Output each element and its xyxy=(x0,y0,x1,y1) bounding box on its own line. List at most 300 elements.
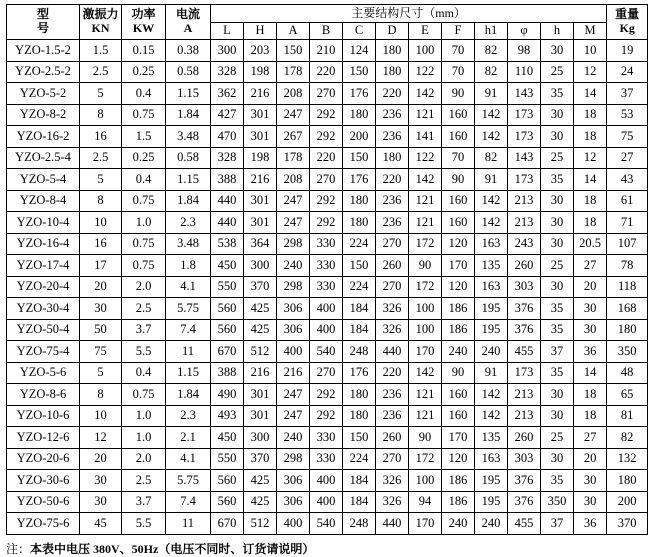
cell-dim-A: 298 xyxy=(277,233,310,255)
cell-power: 0.75 xyxy=(122,255,166,277)
cell-dim-phi: 213 xyxy=(508,384,541,406)
cell-dim-M: 14 xyxy=(574,83,607,105)
cell-dim-L: 388 xyxy=(211,362,244,384)
table-row xyxy=(7,212,648,234)
cell-dim-E: 121 xyxy=(409,104,442,126)
cell-dim-F: 120 xyxy=(442,448,475,470)
cell-dim-F: 186 xyxy=(442,298,475,320)
cell-dim-B: 400 xyxy=(310,470,343,492)
cell-weight: 37 xyxy=(607,83,648,105)
cell-dim-h1: 142 xyxy=(475,126,508,148)
cell-dim-E: 100 xyxy=(409,298,442,320)
cell-dim-C: 180 xyxy=(343,384,376,406)
cell-current: 3.48 xyxy=(166,233,211,255)
cell-dim-H: 425 xyxy=(244,491,277,513)
cell-dim-M: 10 xyxy=(574,40,607,62)
cell-dim-h: 30 xyxy=(541,384,574,406)
cell-dim-B: 540 xyxy=(310,341,343,363)
cell-dim-M: 30 xyxy=(574,298,607,320)
cell-dim-A: 400 xyxy=(277,341,310,363)
header-current: 电流 A xyxy=(166,5,211,40)
cell-current: 5.75 xyxy=(166,298,211,320)
cell-dim-B: 400 xyxy=(310,491,343,513)
cell-dim-E: 100 xyxy=(409,319,442,341)
cell-model: YZO-5-4 xyxy=(7,169,80,191)
cell-dim-M: 12 xyxy=(574,147,607,169)
cell-current: 2.3 xyxy=(166,212,211,234)
cell-model: YZO-8-2 xyxy=(7,104,80,126)
table-row xyxy=(7,298,648,320)
cell-dim-D: 220 xyxy=(376,169,409,191)
cell-dim-B: 292 xyxy=(310,212,343,234)
cell-model: YZO-16-4 xyxy=(7,233,80,255)
cell-dim-h: 35 xyxy=(541,83,574,105)
cell-dim-C: 184 xyxy=(343,470,376,492)
cell-dim-B: 330 xyxy=(310,233,343,255)
cell-dim-h: 35 xyxy=(541,362,574,384)
cell-weight: 180 xyxy=(607,470,648,492)
cell-dim-H: 512 xyxy=(244,341,277,363)
cell-dim-F: 90 xyxy=(442,169,475,191)
cell-dim-A: 306 xyxy=(277,319,310,341)
table-header xyxy=(7,5,648,40)
cell-dim-A: 247 xyxy=(277,104,310,126)
cell-weight: 168 xyxy=(607,298,648,320)
cell-dim-phi: 303 xyxy=(508,448,541,470)
cell-current: 1.84 xyxy=(166,104,211,126)
cell-dim-H: 512 xyxy=(244,513,277,535)
cell-dim-E: 122 xyxy=(409,61,442,83)
cell-weight: 27 xyxy=(607,147,648,169)
cell-weight: 75 xyxy=(607,126,648,148)
cell-dim-h: 30 xyxy=(541,276,574,298)
cell-dim-h: 35 xyxy=(541,319,574,341)
cell-model: YZO-30-6 xyxy=(7,470,80,492)
cell-power: 1.0 xyxy=(122,405,166,427)
cell-dim-E: 121 xyxy=(409,212,442,234)
cell-power: 2.5 xyxy=(122,470,166,492)
cell-dim-E: 90 xyxy=(409,255,442,277)
cell-power: 0.75 xyxy=(122,233,166,255)
cell-dim-D: 220 xyxy=(376,83,409,105)
cell-dim-h: 30 xyxy=(541,126,574,148)
cell-current: 0.58 xyxy=(166,147,211,169)
cell-dim-A: 298 xyxy=(277,448,310,470)
cell-dim-h: 30 xyxy=(541,190,574,212)
cell-current: 4.1 xyxy=(166,276,211,298)
cell-current: 11 xyxy=(166,513,211,535)
cell-dim-C: 248 xyxy=(343,513,376,535)
cell-dim-phi: 243 xyxy=(508,233,541,255)
cell-weight: 180 xyxy=(607,319,648,341)
cell-dim-D: 260 xyxy=(376,427,409,449)
table-row xyxy=(7,319,648,341)
cell-dim-F: 160 xyxy=(442,190,475,212)
cell-dim-D: 180 xyxy=(376,61,409,83)
cell-dim-F: 160 xyxy=(442,126,475,148)
cell-model: YZO-50-4 xyxy=(7,319,80,341)
cell-dim-phi: 143 xyxy=(508,147,541,169)
cell-dim-M: 30 xyxy=(574,470,607,492)
cell-dim-C: 180 xyxy=(343,212,376,234)
cell-dim-h1: 91 xyxy=(475,169,508,191)
header-dim-M: M xyxy=(574,23,607,40)
cell-dim-H: 216 xyxy=(244,362,277,384)
cell-dim-D: 440 xyxy=(376,341,409,363)
table-row xyxy=(7,491,648,513)
cell-dim-h1: 195 xyxy=(475,491,508,513)
cell-dim-B: 292 xyxy=(310,405,343,427)
cell-dim-B: 292 xyxy=(310,104,343,126)
cell-power: 2.0 xyxy=(122,448,166,470)
cell-dim-h1: 142 xyxy=(475,212,508,234)
cell-dim-F: 160 xyxy=(442,405,475,427)
cell-dim-F: 240 xyxy=(442,341,475,363)
cell-dim-F: 70 xyxy=(442,147,475,169)
cell-dim-H: 300 xyxy=(244,427,277,449)
header-dim-phi: φ xyxy=(508,23,541,40)
cell-exciting-force: 20 xyxy=(80,448,122,470)
cell-dim-C: 184 xyxy=(343,298,376,320)
cell-weight: 19 xyxy=(607,40,648,62)
cell-current: 1.15 xyxy=(166,169,211,191)
cell-dim-M: 14 xyxy=(574,169,607,191)
cell-dim-L: 670 xyxy=(211,513,244,535)
cell-power: 0.75 xyxy=(122,104,166,126)
cell-dim-F: 90 xyxy=(442,362,475,384)
cell-weight: 24 xyxy=(607,61,648,83)
cell-dim-H: 301 xyxy=(244,212,277,234)
cell-weight: 81 xyxy=(607,405,648,427)
cell-exciting-force: 17 xyxy=(80,255,122,277)
cell-dim-E: 170 xyxy=(409,513,442,535)
header-dim-B: B xyxy=(310,23,343,40)
cell-power: 0.4 xyxy=(122,362,166,384)
cell-dim-C: 184 xyxy=(343,491,376,513)
cell-dim-h1: 82 xyxy=(475,61,508,83)
cell-current: 2.1 xyxy=(166,427,211,449)
table-row xyxy=(7,341,648,363)
cell-dim-M: 36 xyxy=(574,341,607,363)
table-row xyxy=(7,40,648,62)
cell-dim-F: 70 xyxy=(442,61,475,83)
cell-dim-E: 142 xyxy=(409,169,442,191)
cell-exciting-force: 75 xyxy=(80,341,122,363)
cell-dim-H: 425 xyxy=(244,319,277,341)
cell-dim-B: 330 xyxy=(310,448,343,470)
cell-current: 5.75 xyxy=(166,470,211,492)
cell-dim-A: 306 xyxy=(277,298,310,320)
table-row xyxy=(7,126,648,148)
cell-dim-h: 35 xyxy=(541,298,574,320)
cell-dim-A: 306 xyxy=(277,491,310,513)
cell-dim-A: 208 xyxy=(277,169,310,191)
cell-current: 4.1 xyxy=(166,448,211,470)
cell-model: YZO-5-2 xyxy=(7,83,80,105)
cell-dim-h: 30 xyxy=(541,212,574,234)
cell-dim-h: 37 xyxy=(541,513,574,535)
cell-dim-D: 270 xyxy=(376,276,409,298)
cell-dim-h: 30 xyxy=(541,40,574,62)
cell-dim-E: 122 xyxy=(409,147,442,169)
cell-dim-H: 301 xyxy=(244,190,277,212)
cell-model: YZO-5-6 xyxy=(7,362,80,384)
cell-dim-H: 198 xyxy=(244,61,277,83)
cell-dim-M: 30 xyxy=(574,319,607,341)
cell-dim-C: 180 xyxy=(343,190,376,212)
cell-dim-H: 198 xyxy=(244,147,277,169)
cell-dim-A: 247 xyxy=(277,405,310,427)
cell-current: 1.84 xyxy=(166,384,211,406)
cell-weight: 78 xyxy=(607,255,648,277)
cell-dim-M: 14 xyxy=(574,362,607,384)
cell-dim-E: 121 xyxy=(409,190,442,212)
cell-dim-B: 400 xyxy=(310,319,343,341)
cell-dim-M: 20 xyxy=(574,448,607,470)
cell-dim-B: 330 xyxy=(310,255,343,277)
cell-dim-D: 220 xyxy=(376,362,409,384)
cell-dim-B: 270 xyxy=(310,83,343,105)
cell-dim-D: 326 xyxy=(376,491,409,513)
cell-dim-M: 27 xyxy=(574,255,607,277)
cell-dim-h1: 163 xyxy=(475,233,508,255)
cell-dim-D: 236 xyxy=(376,104,409,126)
cell-dim-C: 150 xyxy=(343,255,376,277)
cell-dim-L: 300 xyxy=(211,40,244,62)
header-model: 型 号 xyxy=(7,5,80,40)
cell-dim-D: 180 xyxy=(376,147,409,169)
cell-dim-h1: 195 xyxy=(475,319,508,341)
cell-current: 1.84 xyxy=(166,190,211,212)
cell-dim-D: 236 xyxy=(376,212,409,234)
cell-weight: 132 xyxy=(607,448,648,470)
header-dim-h1: h1 xyxy=(475,23,508,40)
cell-dim-M: 20 xyxy=(574,276,607,298)
cell-dim-C: 176 xyxy=(343,83,376,105)
cell-dim-H: 301 xyxy=(244,126,277,148)
cell-power: 5.5 xyxy=(122,341,166,363)
cell-dim-A: 247 xyxy=(277,190,310,212)
cell-dim-H: 364 xyxy=(244,233,277,255)
header-dim-F: F xyxy=(442,23,475,40)
footnote-lead: 注： xyxy=(6,541,31,556)
cell-dim-h1: 82 xyxy=(475,40,508,62)
cell-dim-B: 292 xyxy=(310,384,343,406)
cell-dim-L: 427 xyxy=(211,104,244,126)
cell-dim-C: 180 xyxy=(343,405,376,427)
cell-dim-h1: 135 xyxy=(475,255,508,277)
cell-current: 1.15 xyxy=(166,83,211,105)
vibration-motor-spec-table xyxy=(6,4,648,535)
cell-model: YZO-75-6 xyxy=(7,513,80,535)
cell-dim-A: 178 xyxy=(277,147,310,169)
cell-dim-B: 270 xyxy=(310,362,343,384)
footnote xyxy=(6,540,606,557)
cell-weight: 61 xyxy=(607,190,648,212)
cell-dim-A: 216 xyxy=(277,362,310,384)
cell-dim-F: 240 xyxy=(442,513,475,535)
cell-dim-A: 178 xyxy=(277,61,310,83)
cell-dim-A: 208 xyxy=(277,83,310,105)
header-weight: 重量 Kg xyxy=(607,5,648,40)
cell-dim-h: 30 xyxy=(541,405,574,427)
cell-power: 3.7 xyxy=(122,319,166,341)
cell-dim-h1: 195 xyxy=(475,298,508,320)
cell-model: YZO-10-6 xyxy=(7,405,80,427)
cell-exciting-force: 10 xyxy=(80,212,122,234)
cell-power: 3.7 xyxy=(122,491,166,513)
cell-dim-L: 440 xyxy=(211,190,244,212)
cell-dim-phi: 110 xyxy=(508,61,541,83)
cell-exciting-force: 8 xyxy=(80,190,122,212)
cell-dim-B: 400 xyxy=(310,298,343,320)
table-row xyxy=(7,61,648,83)
cell-dim-C: 248 xyxy=(343,341,376,363)
cell-model: YZO-8-6 xyxy=(7,384,80,406)
cell-dim-B: 292 xyxy=(310,126,343,148)
cell-dim-D: 260 xyxy=(376,255,409,277)
cell-weight: 71 xyxy=(607,212,648,234)
cell-dim-M: 18 xyxy=(574,190,607,212)
cell-dim-M: 18 xyxy=(574,384,607,406)
cell-dim-F: 160 xyxy=(442,212,475,234)
cell-dim-H: 301 xyxy=(244,384,277,406)
cell-dim-D: 270 xyxy=(376,233,409,255)
cell-dim-C: 224 xyxy=(343,448,376,470)
cell-exciting-force: 8 xyxy=(80,384,122,406)
cell-dim-M: 30 xyxy=(574,491,607,513)
cell-model: YZO-2.5-2 xyxy=(7,61,80,83)
footnote-text: 本表中电压 380V、50Hz（电压不同时、订货请说明） xyxy=(30,541,315,556)
cell-dim-H: 203 xyxy=(244,40,277,62)
cell-dim-phi: 213 xyxy=(508,405,541,427)
cell-dim-H: 370 xyxy=(244,448,277,470)
table-row xyxy=(7,169,648,191)
cell-dim-D: 236 xyxy=(376,405,409,427)
cell-exciting-force: 12 xyxy=(80,427,122,449)
cell-dim-H: 301 xyxy=(244,405,277,427)
cell-dim-h1: 91 xyxy=(475,362,508,384)
cell-model: YZO-20-4 xyxy=(7,276,80,298)
cell-dim-L: 550 xyxy=(211,448,244,470)
table-body xyxy=(7,40,648,535)
cell-exciting-force: 30 xyxy=(80,470,122,492)
cell-dim-F: 186 xyxy=(442,491,475,513)
cell-current: 7.4 xyxy=(166,491,211,513)
cell-power: 0.15 xyxy=(122,40,166,62)
cell-dim-h: 25 xyxy=(541,255,574,277)
table-row xyxy=(7,362,648,384)
cell-dim-h: 35 xyxy=(541,169,574,191)
cell-dim-A: 400 xyxy=(277,513,310,535)
cell-dim-F: 90 xyxy=(442,83,475,105)
table-row xyxy=(7,104,648,126)
cell-dim-H: 300 xyxy=(244,255,277,277)
cell-exciting-force: 30 xyxy=(80,491,122,513)
cell-dim-M: 36 xyxy=(574,513,607,535)
cell-dim-A: 267 xyxy=(277,126,310,148)
cell-power: 0.25 xyxy=(122,61,166,83)
cell-power: 0.4 xyxy=(122,169,166,191)
cell-power: 1.0 xyxy=(122,427,166,449)
cell-dim-h1: 163 xyxy=(475,276,508,298)
header-dim-C: C xyxy=(343,23,376,40)
cell-dim-phi: 173 xyxy=(508,169,541,191)
cell-model: YZO-75-4 xyxy=(7,341,80,363)
cell-dim-E: 172 xyxy=(409,233,442,255)
cell-dim-L: 670 xyxy=(211,341,244,363)
cell-dim-M: 18 xyxy=(574,126,607,148)
cell-exciting-force: 30 xyxy=(80,298,122,320)
cell-dim-A: 240 xyxy=(277,255,310,277)
cell-dim-E: 100 xyxy=(409,40,442,62)
table-row xyxy=(7,448,648,470)
cell-power: 0.25 xyxy=(122,147,166,169)
cell-exciting-force: 2.5 xyxy=(80,147,122,169)
cell-dim-phi: 173 xyxy=(508,362,541,384)
cell-power: 2.0 xyxy=(122,276,166,298)
header-dim-E: E xyxy=(409,23,442,40)
cell-dim-C: 176 xyxy=(343,169,376,191)
cell-dim-phi: 213 xyxy=(508,190,541,212)
cell-dim-C: 176 xyxy=(343,362,376,384)
cell-dim-phi: 260 xyxy=(508,255,541,277)
cell-exciting-force: 16 xyxy=(80,233,122,255)
cell-dim-D: 270 xyxy=(376,448,409,470)
cell-dim-M: 18 xyxy=(574,104,607,126)
cell-dim-phi: 376 xyxy=(508,298,541,320)
cell-weight: 370 xyxy=(607,513,648,535)
cell-dim-E: 142 xyxy=(409,83,442,105)
cell-exciting-force: 5 xyxy=(80,362,122,384)
cell-dim-D: 326 xyxy=(376,298,409,320)
cell-dim-h: 25 xyxy=(541,427,574,449)
table-row xyxy=(7,384,648,406)
cell-dim-phi: 173 xyxy=(508,126,541,148)
cell-dim-h1: 240 xyxy=(475,341,508,363)
cell-dim-h: 30 xyxy=(541,448,574,470)
cell-dim-C: 150 xyxy=(343,427,376,449)
cell-weight: 82 xyxy=(607,427,648,449)
cell-dim-L: 328 xyxy=(211,147,244,169)
cell-dim-C: 150 xyxy=(343,147,376,169)
table-row xyxy=(7,233,648,255)
cell-exciting-force: 5 xyxy=(80,169,122,191)
cell-dim-L: 470 xyxy=(211,126,244,148)
cell-exciting-force: 45 xyxy=(80,513,122,535)
cell-exciting-force: 2.5 xyxy=(80,61,122,83)
cell-current: 0.38 xyxy=(166,40,211,62)
header-dim-h: h xyxy=(541,23,574,40)
cell-exciting-force: 50 xyxy=(80,319,122,341)
cell-dim-h1: 142 xyxy=(475,405,508,427)
cell-dim-D: 236 xyxy=(376,126,409,148)
cell-dim-F: 170 xyxy=(442,427,475,449)
cell-dim-M: 18 xyxy=(574,212,607,234)
cell-exciting-force: 20 xyxy=(80,276,122,298)
table-row xyxy=(7,83,648,105)
cell-dim-L: 538 xyxy=(211,233,244,255)
cell-dim-F: 70 xyxy=(442,40,475,62)
cell-dim-h: 30 xyxy=(541,104,574,126)
cell-weight: 65 xyxy=(607,384,648,406)
table-row xyxy=(7,276,648,298)
cell-weight: 350 xyxy=(607,341,648,363)
cell-dim-phi: 213 xyxy=(508,212,541,234)
cell-weight: 200 xyxy=(607,491,648,513)
table-row xyxy=(7,255,648,277)
cell-dim-B: 330 xyxy=(310,276,343,298)
